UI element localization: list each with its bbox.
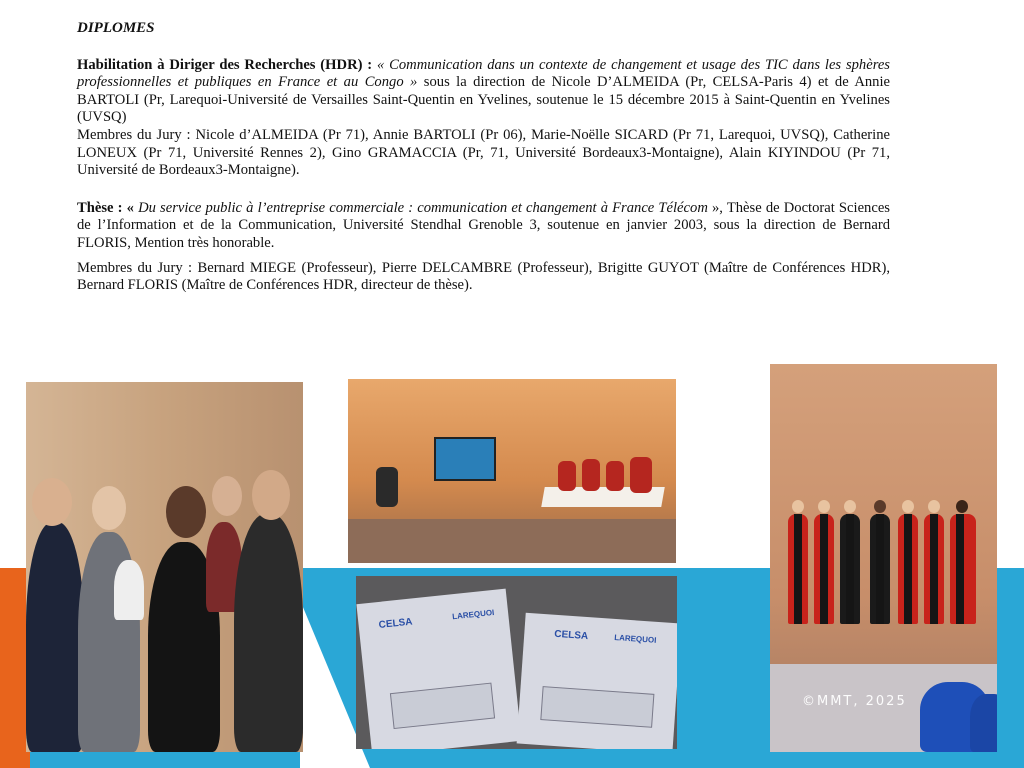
section-heading: DIPLOMES xyxy=(77,20,155,36)
hdr-jury: Membres du Jury : Nicole d’ALMEIDA (Pr 71), Annie BARTOLI (Pr 06), Marie-Noëlle SICARD (Pr 71, Larequoi, UVSQ), Catherine LONEUX (Pr 71, Université Rennes 2), Gino GRAMACCIA (Pr, 71, Université Bordeaux3-Montaigne), Alain KIYINDOU (Pr 71, Université de Bordeaux3-Montaigne). xyxy=(77,126,890,179)
diplomas-section xyxy=(77,20,890,295)
these-paragraph xyxy=(77,200,890,253)
hdr-paragraph xyxy=(77,57,890,127)
these-label: Thèse : « xyxy=(77,199,134,216)
larequoi-logo-right: LAREQUOI xyxy=(613,632,657,645)
hdr-label: Habilitation à Diriger des Recherches (HDR) : xyxy=(77,56,373,73)
hdr-title: « Communication dans un contexte de changement et usage des TIC dans les sphères professionnelles et publiques en France et au Congo » xyxy=(77,56,890,91)
projection-screen xyxy=(434,437,496,481)
these-jury: Membres du Jury : Bernard MIEGE (Professeur), Pierre DELCAMBRE (Professeur), Brigitte GUYOT (Maître de Conférences HDR), Bernard FLORIS (Maître de Conférences HDR, directeur de thèse). xyxy=(77,259,890,294)
celsa-logo-left: CELSA xyxy=(378,616,414,632)
hdr-details: sous la direction de Nicole D’ALMEIDA (Pr, CELSA-Paris 4) et de Annie BARTOLI (Pr, Larequoi-Université de Versailles Saint-Quentin en Yvelines, soutenue le 15 décembre 2015 à Saint-Quentin en Yvelines (UVSQ) xyxy=(77,74,890,126)
larequoi-logo-left: LAREQUOI xyxy=(451,607,495,622)
celsa-logo-right: CELSA xyxy=(553,628,589,643)
thesis-documents-photo xyxy=(356,576,677,749)
group-photo xyxy=(26,382,303,752)
copyright-watermark: ©MMT, 2025 xyxy=(802,694,907,709)
these-details: », Thèse de Doctorat Sciences de l’Information et de la Communication, Université Stendhal Grenoble 3, soutenue en janvier 2003, sous la direction de Bernard FLORIS, Mention très honorable. xyxy=(77,199,890,251)
conference-room-photo xyxy=(348,379,676,563)
these-title: Du service public à l’entreprise commerciale : communication et changement à France Télécom xyxy=(133,199,708,216)
